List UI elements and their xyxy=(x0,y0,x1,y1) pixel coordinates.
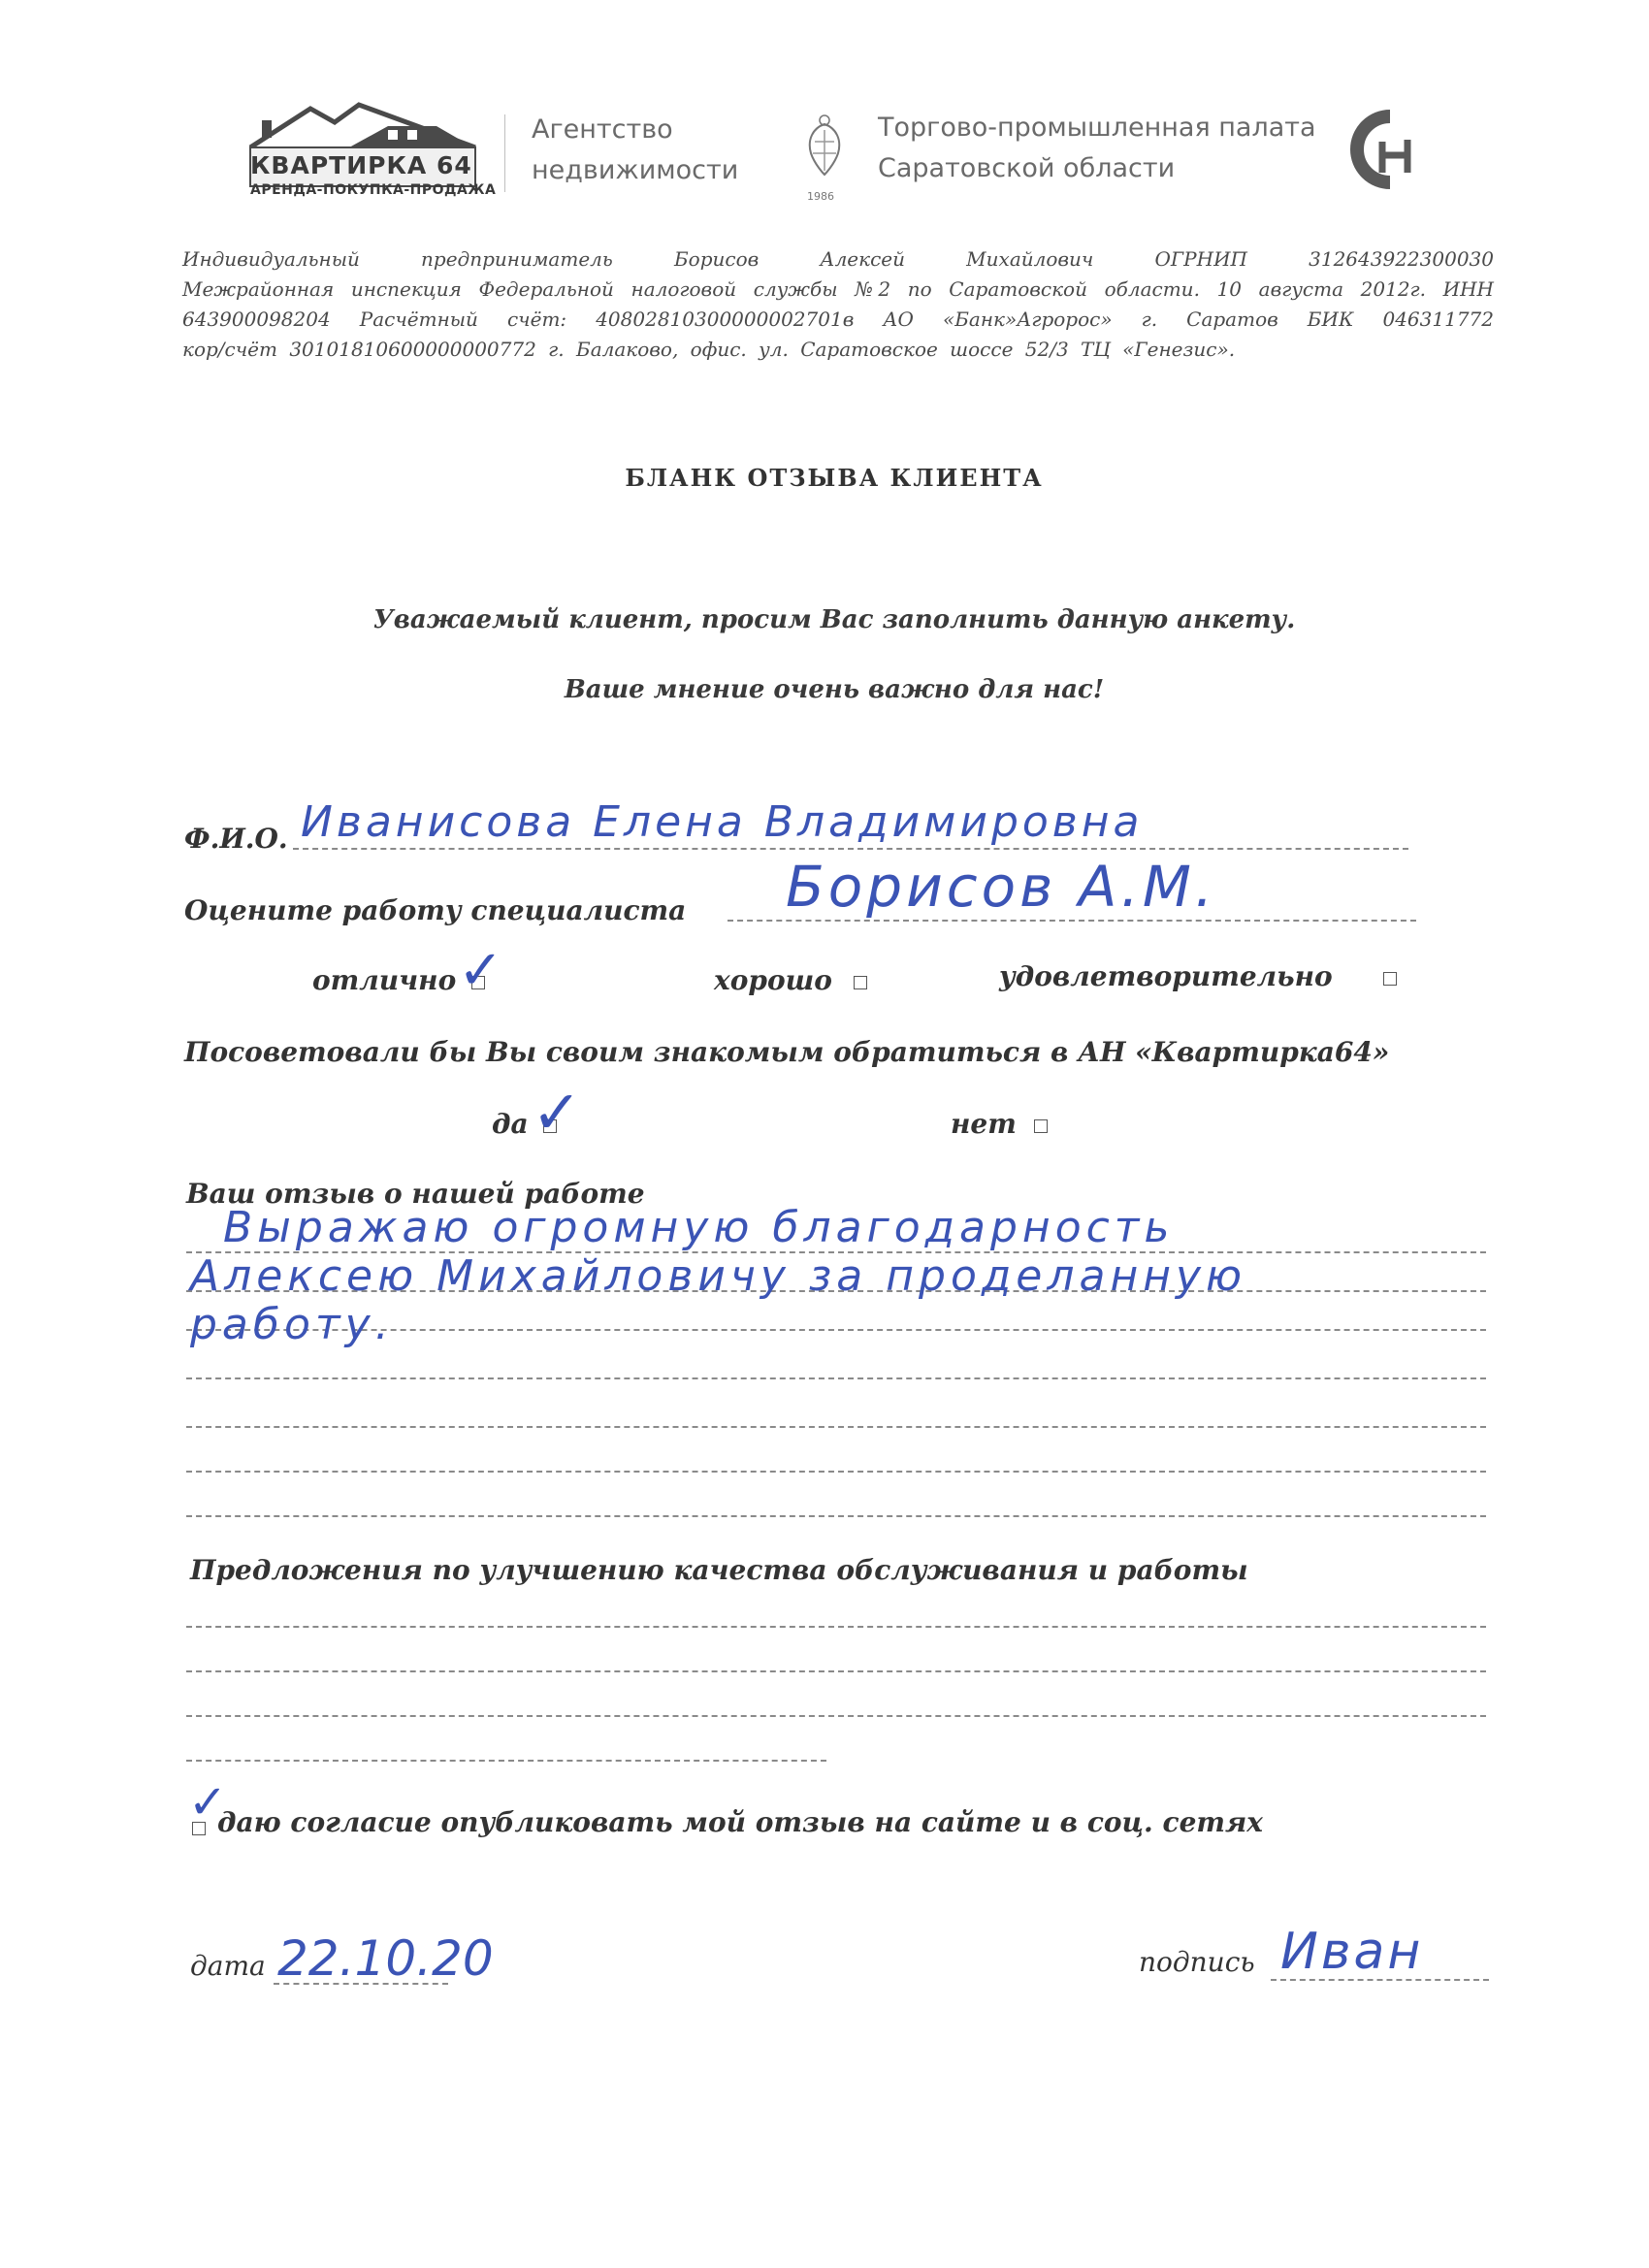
review-line-6 xyxy=(186,1471,1486,1473)
date-label: дата xyxy=(190,1950,266,1982)
fio-line xyxy=(293,848,1408,850)
rate-label: Оцените работу специалиста xyxy=(184,894,687,926)
recommend-yes-label: да xyxy=(492,1108,529,1140)
review-text-line-3[interactable]: работу. xyxy=(190,1300,394,1349)
requisites-line-3: 643900098204 Расчётный счёт: 40802810300000002701в АО «Банк»Агророс» г. Саратов БИК 046311772 xyxy=(182,308,1494,331)
suggestions-line-1 xyxy=(186,1626,1486,1628)
fio-label: Ф.И.О. xyxy=(184,823,288,855)
logo-tagline: АРЕНДА-ПОКУПКА-ПРОДАЖА xyxy=(250,182,497,198)
recommend-label: Посоветовали бы Вы своим знакомым обратиться в АН «Квартирка64» xyxy=(184,1036,1390,1068)
checkmark-icon: ✓ xyxy=(532,1077,582,1148)
header-divider xyxy=(504,114,505,192)
chamber-line-2: Саратовской области xyxy=(878,153,1176,183)
recommend-no-label: нет xyxy=(951,1108,1017,1140)
review-label: Ваш отзыв о нашей работе xyxy=(186,1178,645,1210)
specialist-field[interactable]: Борисов А.М. xyxy=(786,854,1217,920)
requisites-line-1: Индивидуальный предприниматель Борисов Алексей Михайлович ОГРНИП 312643922300030 xyxy=(182,247,1494,271)
chamber-line-1: Торгово-промышленная палата xyxy=(878,113,1316,143)
requisites-line-2: Межрайонная инспекция Федеральной налоговой службы №2 по Саратовской области. 10 августа 2012г. ИНН xyxy=(182,277,1494,301)
intro-line-2: Ваше мнение очень важно для нас! xyxy=(564,675,1105,704)
logo-brand: КВАРТИРКА 64 xyxy=(250,151,472,179)
review-text-line-2[interactable]: Алексею Михайловичу за проделанную xyxy=(190,1251,1247,1301)
cn-logo-icon xyxy=(1343,105,1423,194)
review-line-4 xyxy=(186,1377,1486,1379)
rating-satisfactory-label: удовлетворительно xyxy=(999,960,1333,992)
recommend-no-checkbox[interactable] xyxy=(1034,1119,1048,1133)
requisites-line-4: кор/счёт 30101810600000000772 г. Балаково, офис. ул. Саратовское шоссе 52/3 ТЦ «Генезис». xyxy=(182,338,1236,361)
checkmark-icon: ✓ xyxy=(188,1775,228,1830)
rating-good-label: хорошо xyxy=(714,964,832,996)
suggestions-line-4 xyxy=(186,1760,826,1762)
form-title: БЛАНК ОТЗЫВА КЛИЕНТА xyxy=(625,464,1044,492)
intro-line-1: Уважаемый клиент, просим Вас заполнить данную анкету. xyxy=(372,605,1296,634)
agency-line-1: Агентство xyxy=(532,114,673,145)
rating-satisfactory-checkbox[interactable] xyxy=(1383,972,1397,986)
suggestions-line-2 xyxy=(186,1670,1486,1672)
checkmark-icon: ✓ xyxy=(458,939,503,1002)
suggestions-label: Предложения по улучшению качества обслуживания и работы xyxy=(190,1554,1248,1586)
fio-field[interactable]: Иванисова Елена Владимировна xyxy=(301,797,1144,847)
review-line-5 xyxy=(186,1426,1486,1428)
review-text-line-1[interactable]: Выражаю огромную благодарность xyxy=(223,1203,1175,1252)
agency-line-2: недвижимости xyxy=(532,155,739,185)
review-line-7 xyxy=(186,1515,1486,1517)
signature-label: подпись xyxy=(1139,1946,1255,1978)
requisites-block xyxy=(182,244,1494,365)
signature-field[interactable]: Иван xyxy=(1280,1923,1424,1981)
consent-label: даю согласие опубликовать мой отзыв на сайте и в соц. сетях xyxy=(217,1806,1263,1838)
date-field[interactable]: 22.10.20 xyxy=(277,1930,494,1987)
emblem-year: 1986 xyxy=(807,190,834,203)
rate-line xyxy=(728,920,1416,922)
rating-excellent-label: отлично xyxy=(312,964,457,996)
suggestions-line-3 xyxy=(186,1715,1486,1717)
rating-good-checkbox[interactable] xyxy=(854,976,867,989)
